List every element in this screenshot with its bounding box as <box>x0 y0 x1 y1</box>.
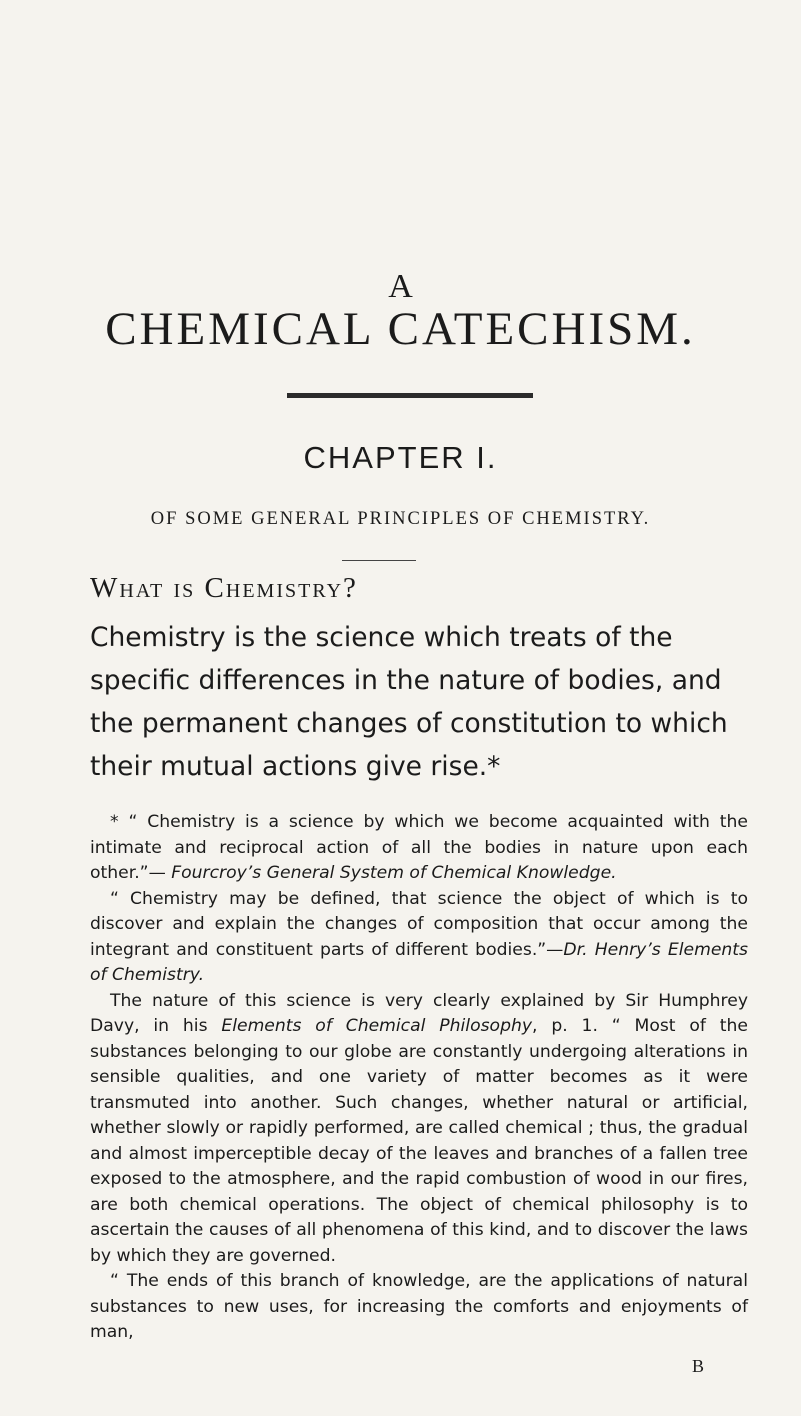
chapter-subtitle: OF SOME GENERAL PRINCIPLES OF CHEMISTRY. <box>150 509 651 529</box>
catechism-answer: Chemistry is the science which treats of the specific differences in the nature of bodies, and the permanent changes of constitution to which their mutual actions give rise.* <box>90 622 728 782</box>
signature-mark: B <box>692 1356 705 1376</box>
footnote-2-text: “ Chemistry may be defined, that science the object of which is to discover and explain the changes of composition that occur among the integrant and constituent parts of different bodies.”— <box>90 888 748 960</box>
title-rule <box>287 393 533 398</box>
page-title: CHEMICAL CATECHISM. <box>105 303 696 355</box>
footnote-3 <box>90 989 748 1270</box>
footnote-1-text: * “ Chemistry is a science by which we become acquainted with the intimate and reciprocal action of all the bodies in nature upon each other.”— <box>90 812 748 883</box>
footnote-1 <box>90 810 748 887</box>
footnote-4-text: “ The ends of this branch of knowledge, are the applications of natural substances to new uses, for increasing the comforts and enjoyments of man, <box>90 1271 748 1342</box>
section-rule <box>342 560 416 561</box>
footnote-2-source: Dr. Henry’s Elements of Chemistry. <box>90 939 748 985</box>
footnote-3-text: , p. 1. “ Most of the substances belonging to our globe are constantly undergoing alterations in sensible qualities, and one variety of matter becomes as it were transmuted into another. Such changes, whether natural or artificial, whether slowly or rapidly performed, are called chemical ; thus, the gradual and almost imperceptible decay of the leaves and branches of a fallen tree exposed to the atmosphere, and the rapid combustion of wood in our fires, are both chemical operations. The object of chemical philosophy is to ascertain the causes of all phenomena of this kind, and to discover the laws by which they are governed. <box>90 1016 748 1266</box>
footnote-2 <box>90 887 748 989</box>
chapter-heading: CHAPTER I. <box>303 440 498 475</box>
title-article: A <box>388 268 413 305</box>
footnote-3-intro: The nature of this science is very clearly explained by Sir Humphrey Davy, in his <box>90 990 748 1036</box>
catechism-question: What is Chemistry? <box>90 572 358 604</box>
footnotes <box>90 810 748 1346</box>
footnote-3-work: Elements of Chemical Philosophy <box>221 1016 533 1036</box>
footnote-1-source: Fourcroy’s General System of Chemical Knowledge. <box>171 863 617 883</box>
footnote-4 <box>90 1269 748 1346</box>
